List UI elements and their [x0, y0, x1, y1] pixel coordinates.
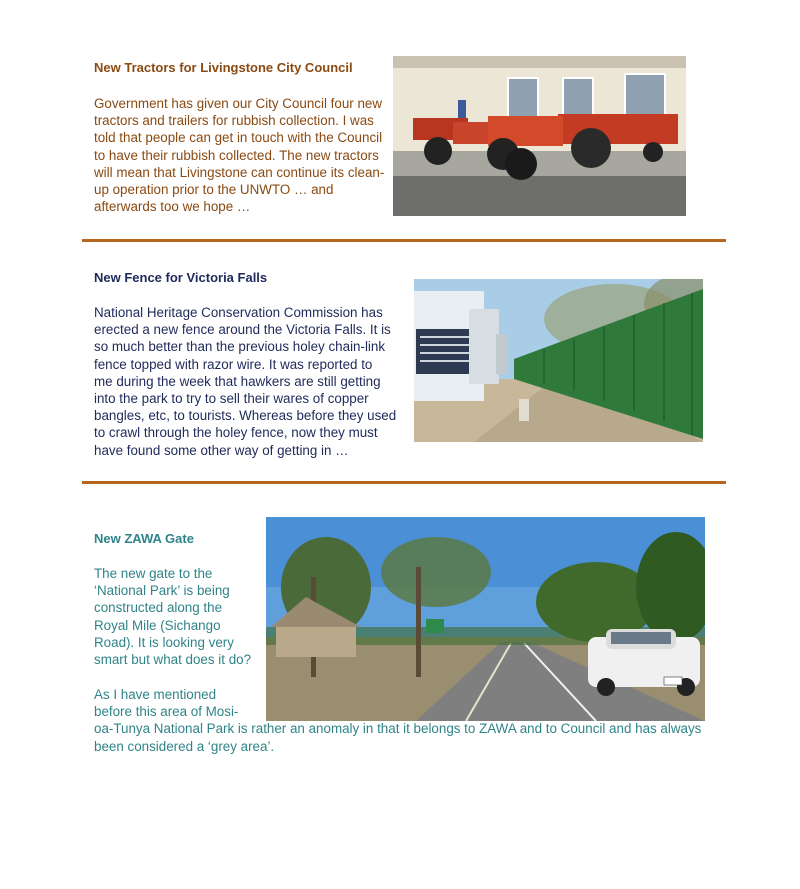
body-line: bangles, etc, to tourists. Whereas before they used [94, 408, 397, 424]
body-line: Royal Mile (Sichango [94, 617, 221, 633]
body-line: The new gate to the [94, 566, 213, 581]
body-line: to crawl through the holey fence, now they must [94, 425, 378, 441]
body-line: constructed along the [94, 600, 223, 616]
body-line: up operation prior to the UNWTO … and [94, 182, 334, 198]
body-line: oa-Tunya National Park is rather an anomaly in that it belongs to ZAWA and to Council and has always [94, 721, 702, 737]
body-line: to have their rubbish collected. The new tractors [94, 147, 379, 163]
article-title-fence: New Fence for Victoria Falls [94, 270, 268, 285]
photo-fence [414, 279, 703, 442]
body-line: Government has given our City Council four new [94, 96, 383, 111]
body-line: tractors and trailers for rubbish collection. I was [94, 113, 374, 129]
road-photo-drawing [266, 517, 705, 721]
fence-photo-drawing [414, 279, 703, 442]
section-divider [82, 239, 726, 242]
article-body-zawa-gate [94, 565, 251, 668]
body-line: fence topped with razor wire. It was reported to [94, 356, 373, 372]
body-line: smart but what does it do? [94, 652, 252, 668]
body-line: afterwards too we hope … [94, 199, 251, 215]
body-line: erected a new fence around the Victoria Falls. It is [94, 322, 391, 338]
article-body-tractors [94, 95, 384, 215]
body-line: Road). It is looking very [94, 634, 234, 650]
body-line: will mean that Livingstone can continue its clean- [94, 164, 385, 180]
article-title-zawa-gate: New ZAWA Gate [94, 531, 194, 546]
tractors-photo-drawing [393, 56, 686, 216]
photo-zawa-gate [266, 517, 705, 721]
article-body-fence [94, 304, 396, 459]
body-line: been considered a ‘grey area’. [94, 738, 275, 754]
body-line: As I have mentioned [94, 687, 217, 702]
body-line: told that people can get in touch with the Council [94, 130, 383, 146]
body-line: me during the week that hawkers are still getting [94, 373, 381, 389]
body-line: so much better than the previous holey chain-link [94, 339, 386, 355]
body-line: National Heritage Conservation Commission has [94, 305, 383, 320]
body-line: into the park to try to sell their wares of copper [94, 391, 369, 407]
photo-tractors [393, 56, 686, 216]
body-line: before this area of Mosi- [94, 704, 239, 720]
article-title-tractors: New Tractors for Livingstone City Council [94, 60, 353, 75]
section-divider [82, 481, 726, 484]
body-line: ‘National Park’ is being [94, 583, 230, 599]
body-line: have found some other way of getting in … [94, 442, 349, 458]
